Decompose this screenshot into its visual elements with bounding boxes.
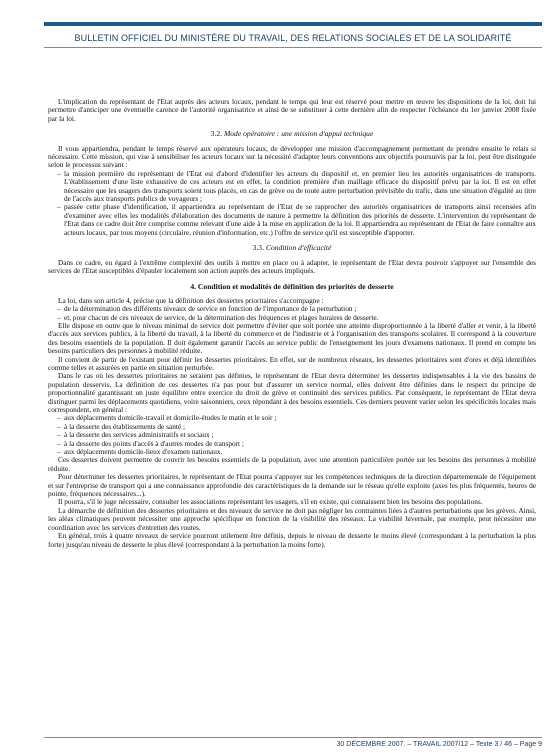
paragraph-intro: L'implication du représentant de l'Etat auprès des acteurs locaux, pendant le temps qui leur est réservé pour mettre en œuvre les dispositions de la loi, doit lui permettre d'anticiper une éventuelle carence de l'autorité organisatrice et ainsi de se substituer à cette dernière afin de respecter l'échéance du 1er janvier 2008 fixée par la loi. xyxy=(48,97,536,123)
list-item: – la mission première du représentant de l'Etat est d'abord d'identifier les acteurs du dispositif et, en premier lieu les autorités organisatrices de transports. L'établissement d'une liste exhaustive de ces acteurs est en effet, la condition première d'un maillage efficace du dispositif prévu par la loi. Il est en effet nécessaire que les usagers des transports soient tous placés, en cas de grève ou de toute autre perturbation prévisible du trafic, dans une situation d'égalité au titre de l'accès aux transports publics de voyageurs ; xyxy=(57,168,536,204)
section-title: Condition d'efficacité xyxy=(265,243,332,253)
paragraph: Ces dessertes doivent permettre de couvrir les besoins essentiels de la population, avec une attention particulière portée sur les besoins des personnes à mobilité réduite. xyxy=(48,455,536,473)
list-item: – de la détermination des différents niveaux de service en fonction de l'importance de la perturbation ; xyxy=(57,304,357,314)
header-accent-bar xyxy=(44,22,542,26)
paragraph: Il pourra, s'il le juge nécessaire, consulter les associations représentant les usagers, s'il en existe, qui connaissent bien les besoins des populations. xyxy=(58,497,483,507)
bullet-list xyxy=(48,414,536,456)
list-item: – aux déplacements domicile-travail et domicile-études le matin et le soir ; xyxy=(57,413,277,423)
list-item: – et, pour chacun de ces niveaux de service, de la détermination des fréquences et plages horaires de desserte. xyxy=(57,312,379,322)
section-heading-4: 4. Condition et modalités de définition des priorités de desserte xyxy=(190,282,394,292)
section-number: 3.2. xyxy=(210,129,223,139)
paragraph: Pour déterminer les dessertes prioritaires, le représentant de l'Etat pourra s'appuyer sur les compétences techniques de la direction départementale de l'équipement et sur l'entreprise de transport qui a une connaissance approfondie des caractéristiques de la demande sur le réseau qu'elle exploite (axes les plus fréquentés, heures de pointe, fréquences nécessaires...). xyxy=(48,472,536,499)
bullet-list xyxy=(48,305,536,322)
list-item: – passée cette phase d'identification, il appartiendra au représentant de l'Etat de se rapprocher des autorités organisatrices de transports ainsi recensées afin d'examiner avec elles les modalités d'élaboration des documents de nature à permettre la définition des priorités de desserte. L'intervention du représentant de l'Etat dans ce cadre doit être comprise comme relevant d'une aide à la mise en application de la loi. Il appartiendra au représentant de l'Etat de faire connaître aux acteurs locaux, par tous moyens (circulaire, réunion d'information, etc.) l'offre de service qu'il est susceptible d'apporter. xyxy=(57,202,536,237)
paragraph: Il vous appartiendra, pendant le temps réservé aux opérateurs locaux, de développer une mission d'accompagnement permettant de prendre ensuite le relais si nécessaire. Cette mission, qui vise à sensibiliser les acteurs locaux sur la nécessité d'adapter leurs conventions aux objectifs poursuivis par la loi, peut être distinguée selon le processus suivant : xyxy=(48,143,536,170)
list-item: – à la desserte des points d'accès à d'autres modes de transport ; xyxy=(57,438,244,448)
section-heading-3-2 xyxy=(48,130,536,138)
page-header: BULLETIN OFFICIEL DU MINISTÈRE DU TRAVAIL, DES RELATIONS SOCIALES ET DE LA SOLIDARITÉ xyxy=(74,33,512,43)
paragraph: Dans le cas où les dessertes prioritaires ne seraient pas définies, le représentant de l'Etat devra déterminer les dessertes indispensables à la vie des bassins de population desservis. La définition de ces dessertes n'a pas pour but d'assurer un service normal, elles doivent être définies dans le respect du principe de proportionnalité garantissant un juste équilibre entre exercice du droit de grève et continuité des services publics. Par conséquent, le représentant de l'Etat devra distinguer parmi les déplacements quotidiens, voire saisonniers, ceux répondant à des besoins essentiels. Ces derniers peuvent varier selon les spécificités locales mais correspondent, en général : xyxy=(48,371,536,414)
paragraph: Dans ce cadre, eu égard à l'extrême complexité des outils à mettre en place ou à adapter, le représentant de l'Etat devra pouvoir s'appuyer sur l'ensemble des services de l'Etat susceptibles d'épauler localement son action auprès des acteurs impliqués. xyxy=(48,257,536,275)
paragraph: Il convient de partir de l'existant pour définir les dessertes prioritaires. En effet, sur de nombreux réseaux, les dessertes prioritaires sont d'ores et déjà identifiées comme telles et assurées en partie en situation perturbée. xyxy=(48,354,536,372)
section-title: Mode opératoire : une mission d'appui technique xyxy=(223,129,374,139)
bullet-list xyxy=(48,170,536,237)
header-rule xyxy=(44,47,542,48)
list-item: – aux déplacements domicile-lieux d'examen nationaux. xyxy=(57,447,223,457)
paragraph: En général, trois à quatre niveaux de service pourront utilement être définis, depuis le niveau de desserte le moins élevé (correspondant à la perturbation la plus forte) jusqu'au niveau de desserte le plus élevé (correspondant à la perturbation la moins forte). xyxy=(48,531,536,549)
page-footer: 30 DÉCEMBRE 2007. – TRAVAIL 2007/12 – Texte 3 / 46 – Page 9 xyxy=(336,741,542,748)
section-heading-3-3 xyxy=(48,244,536,252)
list-item: – à la desserte des services administratifs et sociaux ; xyxy=(57,430,214,440)
document-body xyxy=(48,98,536,549)
list-item: – à la desserte des établissements de santé ; xyxy=(57,421,185,431)
paragraph: Elle dispose en outre que le niveau minimal de service doit permettre d'éviter que soit portée une atteinte disproportionnée à la liberté d'aller et venir, à la liberté d'accès aux services publics, à la liberté du travail, à la liberté du commerce et de l'industrie et à l'organisation des transports scolaires. Il correspond à la couverture des besoins essentiels de la population. Il doit également garantir l'accès au service public de l'enseignement les jours d'examens nationaux. Il prend en compte les besoins particuliers des personnes à mobilité réduite. xyxy=(48,320,536,356)
paragraph: La loi, dans son article 4, précise que la définition des dessertes prioritaires s'accompagne : xyxy=(58,295,324,305)
footer-rule xyxy=(44,737,542,738)
section-number: 3.3. xyxy=(252,243,264,253)
paragraph: La démarche de définition des dessertes prioritaires et des niveaux de service ne doit pas négliger les contraintes liées à d'autres perturbations que les grèves. Ainsi, les aléas climatiques peuvent nécessiter une approche spécifique en fonction de la visibilité des réseaux. La viabilité hivernale, par exemple, peut nécessiter une coordination avec les services d'entretien des routes. xyxy=(48,505,536,532)
